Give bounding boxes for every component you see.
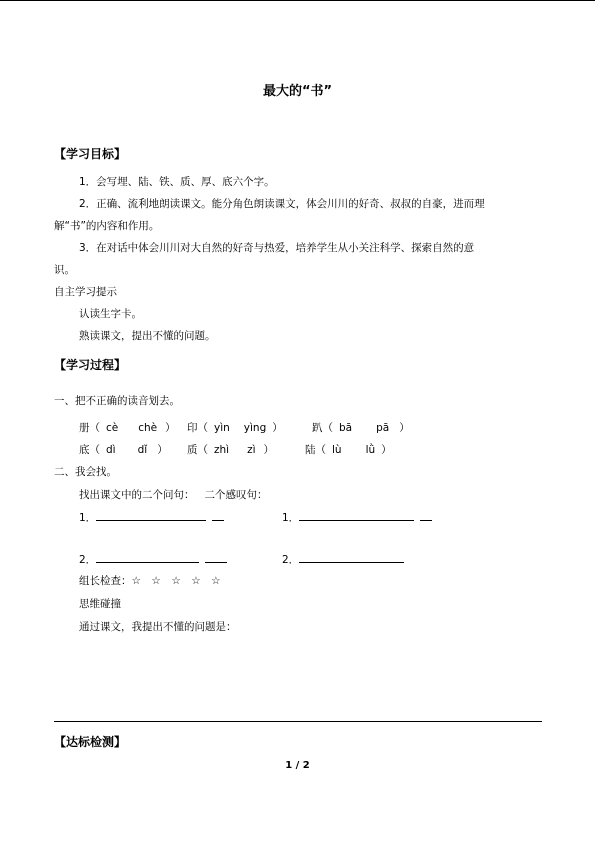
group-leader-check: 组长检查：☆ ☆ ☆ ☆ ☆ xyxy=(79,575,221,587)
self-study-tip-1: 认读生字卡。 xyxy=(79,308,142,320)
self-study-label: 自主学习提示 xyxy=(54,286,117,298)
find-sentences-prompt xyxy=(79,487,268,502)
pinyin-item-pa: 趴（ bā pā ） xyxy=(312,422,410,434)
pinyin-item-lu: 陆（ lù lǜ ） xyxy=(305,444,392,456)
page-top-rule xyxy=(0,0,595,1)
section-heading-process: 【学习过程】 xyxy=(54,358,127,372)
question-1: 一、把不正确的读音划去。 xyxy=(54,395,180,407)
page-title: 最大的“书” xyxy=(262,84,333,99)
goal-item-3-line-2: 识。 xyxy=(54,264,75,276)
section-heading-goals: 【学习目标】 xyxy=(54,147,127,161)
section-heading-check: 【达标检测】 xyxy=(54,735,127,749)
answer-line-exclaim-2[interactable]: 2． xyxy=(282,552,404,567)
answer-line-exclaim-1[interactable]: 1． xyxy=(282,510,432,525)
answer-line-question-2[interactable]: 2． xyxy=(79,552,227,567)
page-number: 1 / 2 xyxy=(285,760,310,771)
section-divider xyxy=(54,721,542,722)
goal-item-3-line-1: 3．在对话中体会川川对大自然的好奇与热爱，培养学生从小关注科学、探索自然的意 xyxy=(79,242,475,254)
thinking-label: 思维碰撞 xyxy=(79,598,121,610)
pinyin-item-ce: 册（ cè chè ） xyxy=(79,422,176,434)
raise-question-prompt: 通过课文，我提出不懂的问题是： xyxy=(79,621,237,633)
find-questions-label: 找出课文中的二个问句： xyxy=(79,489,195,501)
question-2: 二、我会找。 xyxy=(54,466,117,478)
pinyin-item-zhi: 质（ zhì zì ） xyxy=(187,444,275,456)
goal-item-2-line-1: 2．正确、流利地朗读课文。能分角色朗读课文，体会川川的好奇、叔叔的自豪，进而理 xyxy=(79,198,485,210)
find-exclamations-label: 二个感叹句： xyxy=(204,489,268,501)
goal-item-2-line-2: 解“书”的内容和作用。 xyxy=(54,220,160,232)
pinyin-item-yin: 印（ yìn yìng ） xyxy=(187,422,283,434)
pinyin-item-di: 底（ dì dǐ ） xyxy=(79,444,168,456)
self-study-tip-2: 熟读课文，提出不懂的问题。 xyxy=(79,330,216,342)
goal-item-1: 1．会写埋、陆、铁、质、厚、底六个字。 xyxy=(79,176,275,188)
answer-line-question-1[interactable]: 1． xyxy=(79,510,224,525)
